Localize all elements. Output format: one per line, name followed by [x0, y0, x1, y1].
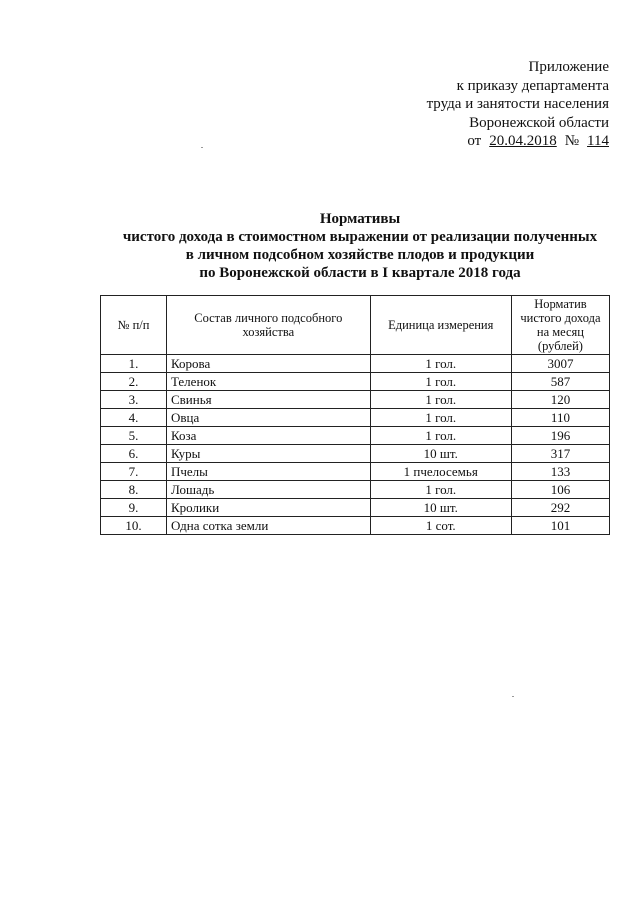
row-unit: 1 гол.: [370, 427, 511, 445]
row-num: 9.: [101, 499, 167, 517]
row-name: Одна сотка земли: [166, 517, 370, 535]
table-row: [101, 409, 610, 427]
row-unit: 1 гол.: [370, 481, 511, 499]
row-value: 587: [511, 373, 609, 391]
order-date-number: [427, 132, 609, 151]
row-value: 110: [511, 409, 609, 427]
number-sign: №: [564, 133, 580, 149]
row-value: 3007: [511, 355, 609, 373]
title-line-3: в личном подсобном хозяйстве плодов и продукции: [185, 247, 535, 263]
order-number: 114: [587, 133, 609, 149]
appendix-title: Приложение: [528, 59, 609, 75]
header-value: Норматив чистого дохода на месяц (рублей): [511, 296, 609, 355]
row-name: Свинья: [166, 391, 370, 409]
row-name: Пчелы: [166, 463, 370, 481]
row-name: Кролики: [166, 499, 370, 517]
row-unit: 1 гол.: [370, 391, 511, 409]
row-unit: 1 гол.: [370, 409, 511, 427]
title-line-1: Нормативы: [319, 211, 401, 227]
appendix-block: [427, 58, 609, 151]
row-num: 8.: [101, 481, 167, 499]
row-value: 106: [511, 481, 609, 499]
appendix-department-text: труда и занятости населения: [426, 96, 609, 112]
row-num: 2.: [101, 373, 167, 391]
table-row: [101, 463, 610, 481]
scan-speck: [201, 147, 203, 148]
row-name: Овца: [166, 409, 370, 427]
document-title: [0, 210, 640, 282]
table-row: [101, 499, 610, 517]
appendix-region-text: Воронежской области: [469, 114, 609, 131]
row-name: Корова: [166, 355, 370, 373]
row-unit: 1 гол.: [370, 355, 511, 373]
row-num: 6.: [101, 445, 167, 463]
table-row: [101, 445, 610, 463]
table-row: [101, 373, 610, 391]
table-row: [101, 481, 610, 499]
row-name: Лошадь: [166, 481, 370, 499]
from-label: от: [467, 133, 482, 149]
row-unit: 10 шт.: [370, 499, 511, 517]
appendix-order-text: к приказу департамента: [456, 77, 609, 94]
row-value: 317: [511, 445, 609, 463]
row-name: Теленок: [166, 373, 370, 391]
row-num: 10.: [101, 517, 167, 535]
row-num: 5.: [101, 427, 167, 445]
row-unit: 1 пчелосемья: [370, 463, 511, 481]
order-date: 20.04.2018: [489, 133, 557, 149]
row-value: 196: [511, 427, 609, 445]
table-row: [101, 427, 610, 445]
row-value: 101: [511, 517, 609, 535]
row-value: 292: [511, 499, 609, 517]
row-value: 120: [511, 391, 609, 409]
row-unit: 1 гол.: [370, 373, 511, 391]
header-unit: Единица измерения: [370, 296, 511, 355]
row-value: 133: [511, 463, 609, 481]
row-num: 7.: [101, 463, 167, 481]
row-num: 3.: [101, 391, 167, 409]
title-line-4: по Воронежской области в I квартале 2018 года: [199, 265, 521, 281]
table-row: [101, 517, 610, 535]
row-unit: 10 шт.: [370, 445, 511, 463]
table-header-row: [101, 296, 610, 355]
row-name: Коза: [166, 427, 370, 445]
header-num: № п/п: [101, 296, 167, 355]
scan-speck: [512, 696, 514, 697]
table-row: [101, 391, 610, 409]
row-num: 4.: [101, 409, 167, 427]
row-unit: 1 сот.: [370, 517, 511, 535]
row-num: 1.: [101, 355, 167, 373]
header-name: Состав личного подсобного хозяйства: [166, 296, 370, 355]
row-name: Куры: [166, 445, 370, 463]
title-line-2: чистого дохода в стоимостном выражении от реализации полученных: [122, 229, 598, 245]
table-row: [101, 355, 610, 373]
norms-table: [100, 295, 610, 535]
